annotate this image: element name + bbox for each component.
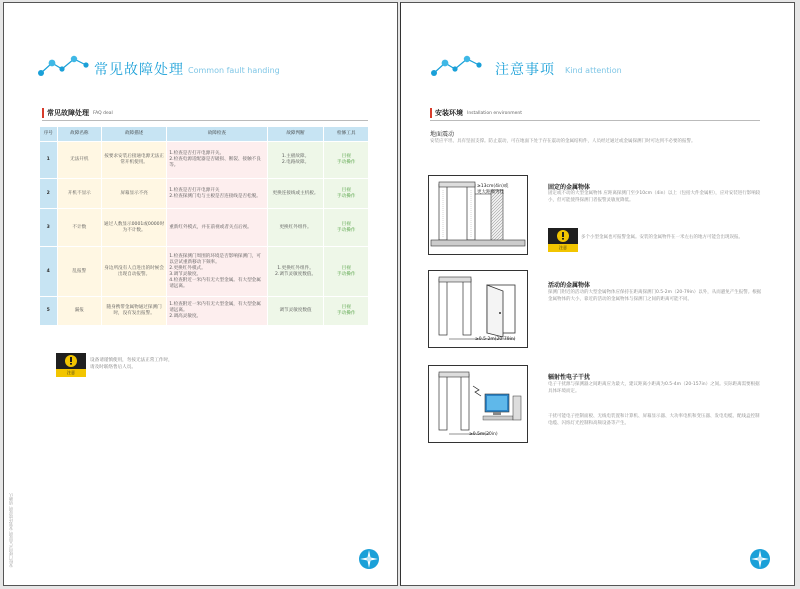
- row-number: 5: [40, 297, 57, 325]
- row-number: 2: [40, 179, 57, 208]
- table-row: [40, 209, 368, 246]
- col-header: 故障描述: [102, 127, 166, 141]
- figure-fixed-metal: [428, 175, 528, 255]
- left-page: [3, 2, 398, 586]
- col-header: 故障检查: [167, 127, 266, 141]
- repair-tool: 目视 手动操作: [324, 209, 368, 246]
- fault-judge: 更换连接线或主机板。: [268, 179, 324, 208]
- figure-electronic-interference: [428, 365, 528, 443]
- fault-judge: 1.更换红外组件。 2.调节灵敏度数值。: [268, 247, 324, 296]
- fault-desc: 身边所没有人自进出的时候会出现自动报警。: [102, 247, 166, 296]
- section-heading: [42, 108, 113, 118]
- fault-name: 开机不显示: [58, 179, 101, 208]
- table-row: [40, 179, 368, 208]
- fault-name: 乱报警: [58, 247, 101, 296]
- gate-computer-diagram: [429, 366, 527, 442]
- col-header: 故障判断: [268, 127, 324, 141]
- fault-name: 漏报: [58, 297, 101, 325]
- right-page: [400, 2, 795, 586]
- subsection-text: 安装应平坦、具有坚固支撑。防止震动，可在地面下处于存在震动的金属结构件，人员经过通过或金属探测门时可达到不必要的报警。: [430, 139, 696, 144]
- gate-door-diagram: [429, 271, 527, 347]
- repair-tool: 目视 手动操作: [324, 247, 368, 296]
- molecule-logo-icon: [429, 53, 489, 79]
- row-number: 4: [40, 247, 57, 296]
- faq-table: [39, 126, 369, 326]
- page-title-en: Common fault handing: [188, 66, 280, 75]
- fault-desc: 按要求安装后接通电源无法正常开机使用。: [102, 142, 166, 178]
- col-header: 故障名称: [58, 127, 101, 141]
- table-row: [40, 142, 368, 178]
- subsection-text: 电子干扰源与探测器之间距离应为最大，建议距离小距离为0.5-4m（20-157in）之间。实际距离需要根据具体环境而定。: [548, 382, 760, 394]
- subsection-title: 辐射性电子干扰: [548, 374, 591, 381]
- table-row: [40, 247, 368, 296]
- repair-tool: 目视 手动操作: [324, 179, 368, 208]
- dimension-label: ≥13cm(4in)或 更大距离为佳: [477, 184, 509, 195]
- figure-moving-metal: [428, 270, 528, 348]
- subsection-text: 探测门附近的活动的大型金属物体应保持在距离探测门0.5-2m（20-79in）以外，从而避免产生报警。根据金属物体的大小，靠近的活动的金属物体与探测门之间的距离可能不同。: [548, 290, 762, 302]
- subsection-title: 固定的金属物体: [548, 184, 591, 191]
- fault-check: 1.检查是否打开电源开关 2.检查探测门电与主板是否连接线是否松脱。: [167, 179, 266, 208]
- dimension-label: ≥0.5-2m(20-79in): [475, 337, 516, 342]
- dimension-label: ≥0.5m(20in): [469, 432, 498, 437]
- warning-text: 设备请谨慎使用，勿按无法正常工作时， 请及时联络售后人员。: [90, 358, 173, 370]
- subsection-title: 地面震动: [430, 131, 455, 138]
- fault-name: 不计数: [58, 209, 101, 246]
- warning-label: 注意: [559, 245, 567, 250]
- fault-name: 无法开机: [58, 142, 101, 178]
- fault-check: 1.检查探测门周围的环境是否影响探测门，可以尝试重新移动下频率。 2.更换红外模式。 3.调节灵敏度。 4.检查附近一米内有无大型金属。有大型金属请远离。: [167, 247, 266, 296]
- section-title-en: FAQ deal: [93, 110, 113, 116]
- fault-judge: 调节灵敏度数值: [268, 297, 324, 325]
- warning-text: 多个小型金属也可报警金属。安装的金属物件在一米左右的地方可能会出现误报。: [581, 235, 743, 240]
- page-title: 常见故障处理: [94, 62, 184, 78]
- warning-label: 注意: [67, 370, 75, 375]
- fault-desc: 通过人数显示0001或0000时为不计数。: [102, 209, 166, 246]
- fault-check: 1.检查附近一米内有无大型金属，有大型金属请远离。 2.调高灵敏度。: [167, 297, 266, 325]
- subsection-text: 固定或不动的大型金属物体 应距离探测门至少10cm（4in）以上（包括大件金属柜），应对安装进行影响较小，但可能使得探测门者报警灵敏度降低。: [548, 191, 761, 203]
- section-divider: [42, 120, 368, 121]
- col-header: 检修工具: [324, 127, 368, 141]
- section-title-en: Installation environment: [467, 110, 523, 116]
- repair-tool: 目视 手动操作: [324, 142, 368, 178]
- page-title: 注意事项: [495, 62, 555, 78]
- fault-check: 1.检查是否打开电源开关。 2.检查电源适配器是否破损、断裂、接触不良等。: [167, 142, 266, 178]
- page-title-en: Kind attention: [565, 66, 622, 75]
- section-heading: [430, 108, 522, 118]
- fault-desc: 随身携带金属物通过探测门时，没有发出报警。: [102, 297, 166, 325]
- sparkle-logo-icon: [358, 548, 380, 570]
- fault-judge: 1.主板故障。 2.电路故障。: [268, 142, 324, 178]
- fault-check: 重新红外模式，并在前视或者关点后视。: [167, 209, 266, 246]
- subsection-text-2: 干扰可能电子控制面板、无线电装置和计算机、屏幕显示器、大功率电机和变压器、发电电缆、配线盒控制电缆、闪烁灯光控制和高频设备等产生。: [548, 414, 760, 426]
- subsection-title: 活动的金属物体: [548, 282, 591, 289]
- table-row: [40, 297, 368, 325]
- section-title: 安装环境: [435, 109, 463, 117]
- sparkle-logo-icon: [749, 548, 771, 570]
- side-note: 安检门使用产品说明 安装环境说明 请确认: [8, 493, 13, 568]
- section-marker: [430, 108, 432, 118]
- row-number: 3: [40, 209, 57, 246]
- section-marker: [42, 108, 44, 118]
- section-divider: [430, 120, 760, 121]
- table-header-row: [40, 127, 368, 141]
- repair-tool: 目视 手动操作: [324, 297, 368, 325]
- molecule-logo-icon: [36, 53, 96, 79]
- col-header: 序号: [40, 127, 57, 141]
- row-number: 1: [40, 142, 57, 178]
- fault-judge: 更换红外组件。: [268, 209, 324, 246]
- fault-desc: 屏幕显示不亮: [102, 179, 166, 208]
- section-title: 常见故障处理: [47, 109, 89, 117]
